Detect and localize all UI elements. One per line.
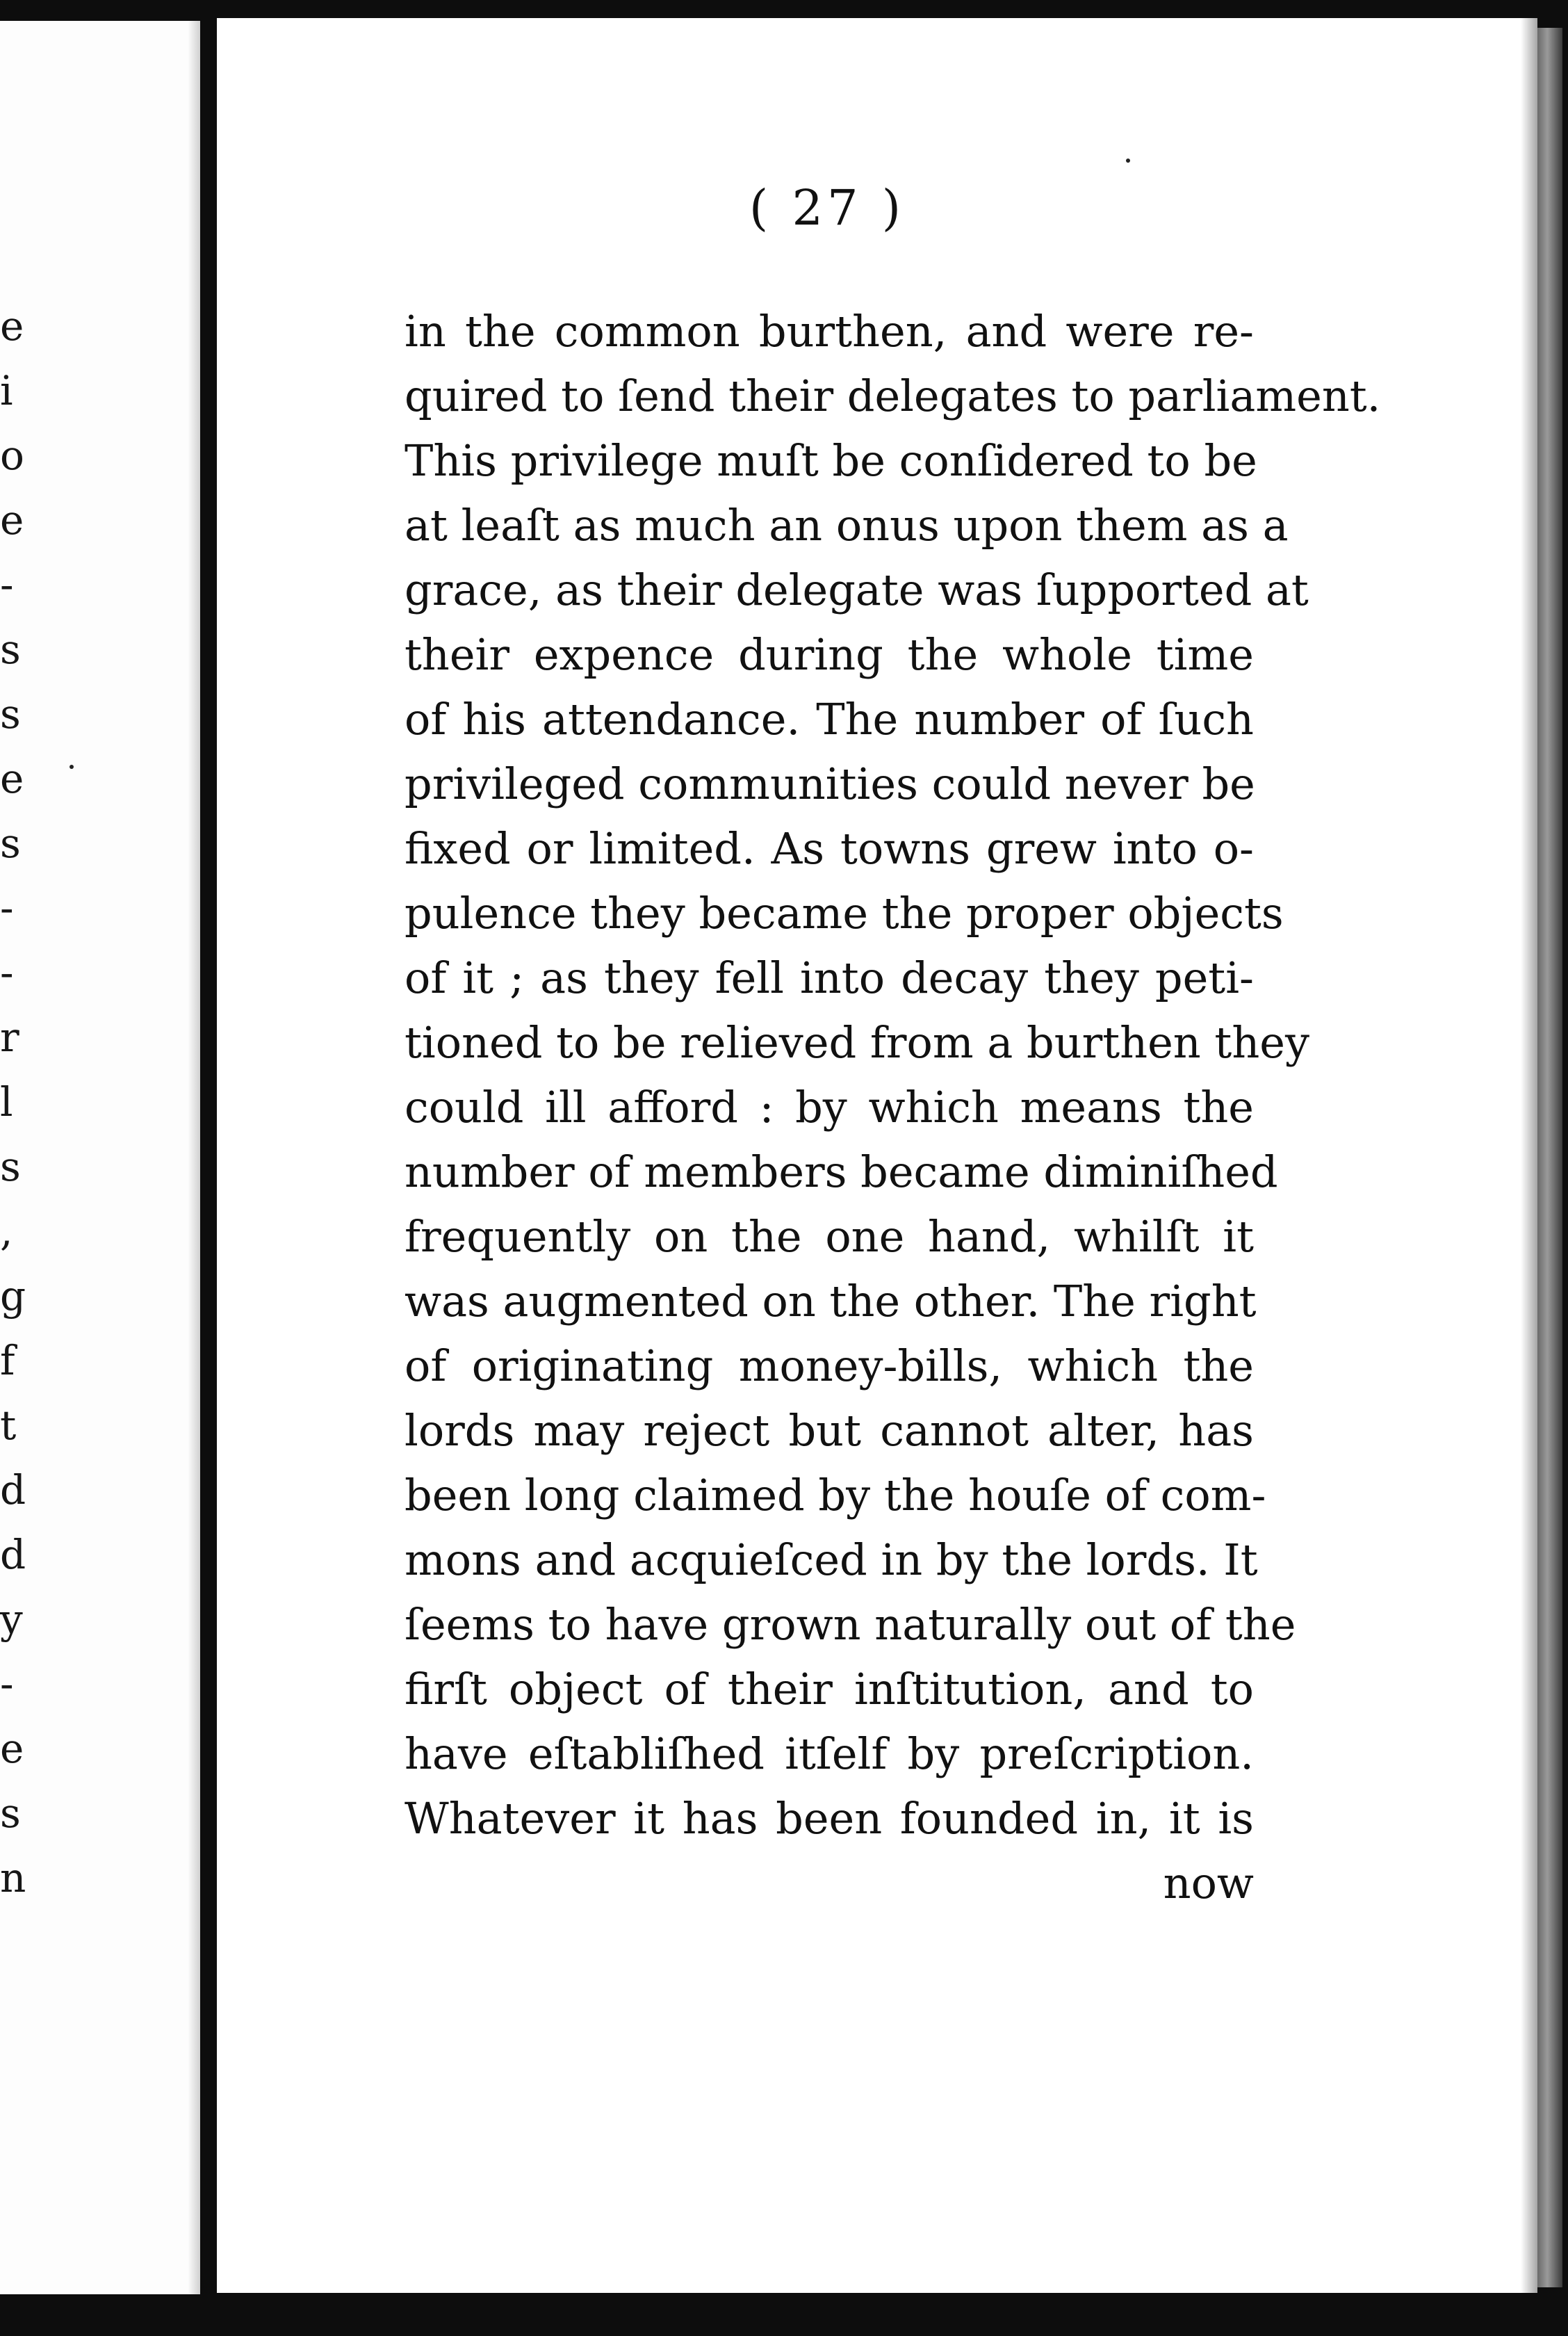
left-fragment: n	[0, 1854, 26, 1901]
text-line: mons and acquieſced in by the lords. It	[405, 1534, 1258, 1585]
text-line: of it ; as they fell into decay they peti-	[405, 952, 1254, 1003]
text-line: frequently on the one hand, whilſt it	[405, 1211, 1254, 1262]
text-line: at leaſt as much an onus upon them as a	[405, 500, 1289, 551]
text-line: could ill afford : by which means the	[405, 1082, 1254, 1133]
text-line: have eſtabliſhed itſelf by preſcription.	[405, 1728, 1254, 1779]
left-fragment: d	[0, 1531, 26, 1578]
text-line: This privilege muſt be conſidered to be	[405, 435, 1257, 486]
ink-speck	[70, 765, 74, 769]
text-line: was augmented on the other. The right	[405, 1276, 1257, 1327]
left-fragment: r	[0, 1014, 19, 1061]
left-fragment: e	[0, 755, 24, 802]
text-line: their expence during the whole time	[405, 629, 1254, 680]
text-line: been long claimed by the houſe of com-	[405, 1470, 1266, 1520]
left-fragment: e	[0, 1725, 24, 1772]
left-fragment: s	[0, 1790, 21, 1837]
text-line: in the common burthen, and were re-	[405, 306, 1254, 357]
text-line: grace, as their delegate was ſupported at	[405, 565, 1309, 615]
text-line: tioned to be relieved from a burthen they	[405, 1017, 1309, 1068]
left-fragment: -	[0, 561, 14, 608]
left-page-text-fragments	[0, 0, 200, 2336]
text-line: lords may reject but cannot alter, has	[405, 1405, 1254, 1456]
left-fragment: s	[0, 626, 21, 673]
text-line: pulence they became the proper objects	[405, 888, 1284, 939]
left-fragment: y	[0, 1596, 23, 1643]
left-fragment: -	[0, 949, 14, 996]
text-line: fixed or limited. As towns grew into o-	[405, 823, 1254, 874]
ink-speck	[1126, 159, 1130, 163]
left-fragment: s	[0, 690, 21, 738]
left-fragment: d	[0, 1466, 26, 1514]
left-fragment: l	[0, 1078, 13, 1126]
text-line: of originating money-bills, which the	[405, 1340, 1254, 1391]
text-line: Whatever it has been founded in, it is	[405, 1793, 1254, 1844]
left-fragment: t	[0, 1402, 17, 1449]
text-line: privileged communities could never be	[405, 759, 1255, 809]
left-fragment: o	[0, 432, 24, 479]
text-line: of his attendance. The number of ſuch	[405, 694, 1254, 745]
page-edge-shadow	[1521, 18, 1537, 2293]
text-line: quired to ſend their delegates to parliament.	[405, 371, 1381, 421]
text-line: ſeems to have grown naturally out of the	[405, 1599, 1296, 1650]
book-edge-strip	[1537, 28, 1562, 2287]
text-line: number of members became diminiſhed	[405, 1146, 1278, 1197]
left-fragment: g	[0, 1272, 26, 1320]
left-fragment: e	[0, 302, 24, 350]
left-fragment: e	[0, 496, 24, 544]
text-line: firſt object of their inſtitution, and to	[405, 1664, 1254, 1714]
left-fragment: -	[0, 884, 14, 932]
left-fragment: f	[0, 1337, 15, 1384]
left-fragment: ,	[0, 1208, 13, 1255]
page-number: ( 27 )	[749, 179, 906, 236]
catchword: now	[1163, 1858, 1254, 1908]
left-fragment: -	[0, 1660, 14, 1708]
left-fragment: i	[0, 367, 13, 414]
left-fragment: s	[0, 1143, 21, 1190]
left-fragment: s	[0, 820, 21, 867]
body-text	[405, 299, 1381, 1915]
